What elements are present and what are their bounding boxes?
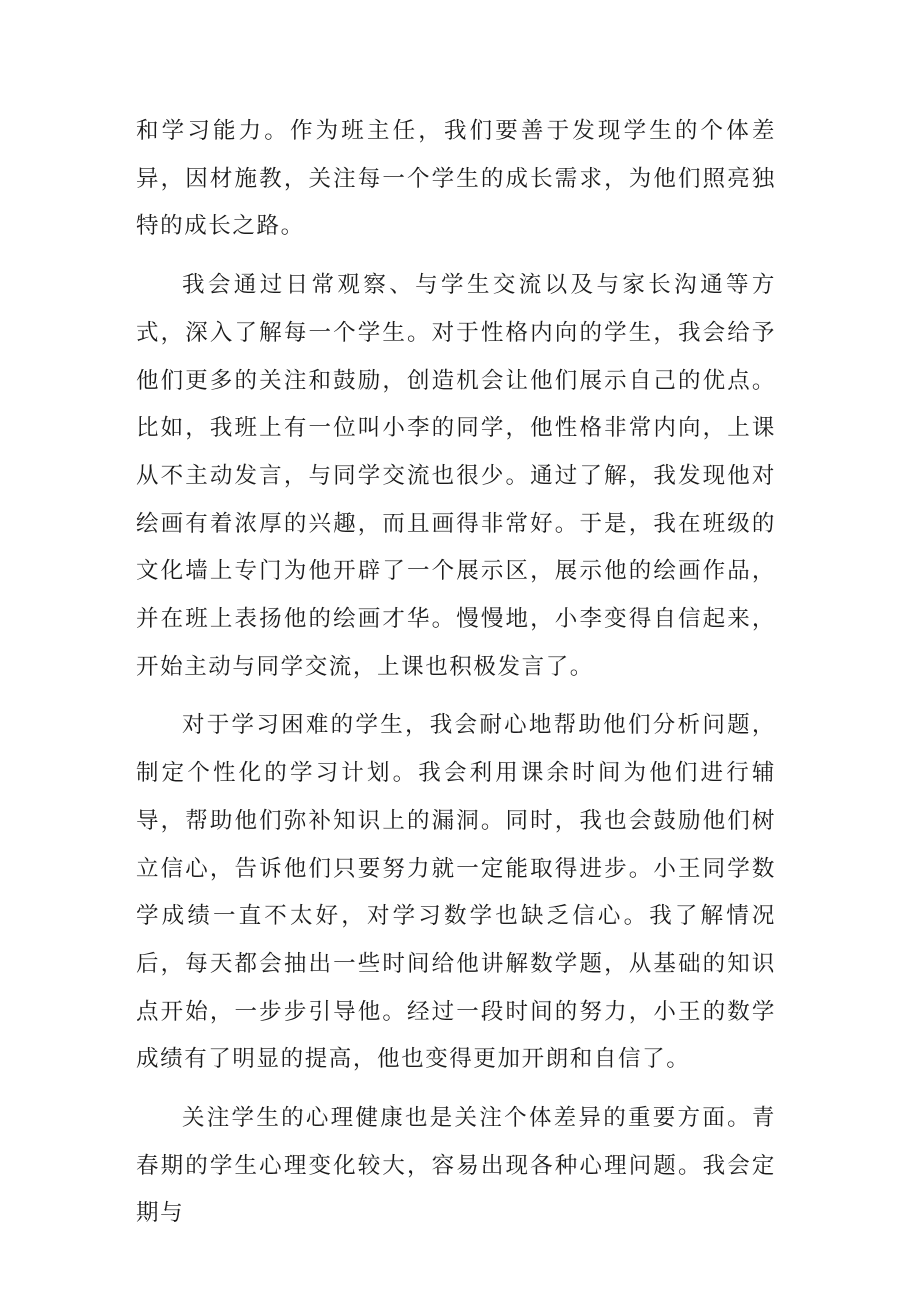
paragraph-2: 我会通过日常观察、与学生交流以及与家长沟通等方式，深入了解每一个学生。对于性格内向的学生，我会给予他们更多的关注和鼓励，创造机会让他们展示自己的优点。比如，我班上有一位叫小李的同学，他性格非常内向，上课从不主动发言，与同学交流也很少。通过了解，我发现他对绘画有着浓厚的兴趣，而且画得非常好。于是，我在班级的文化墙上专门为他开辟了一个展示区，展示他的绘画作品，并在班上表扬他的绘画才华。慢慢地，小李变得自信起来，开始主动与同学交流，上课也积极发言了。 [136, 272, 776, 680]
paragraph-1: 和学习能力。作为班主任，我们要善于发现学生的个体差异，因材施教，关注每一个学生的成长需求，为他们照亮独特的成长之路。 [136, 118, 776, 240]
paragraph-3: 对于学习困难的学生，我会耐心地帮助他们分析问题，制定个性化的学习计划。我会利用课余时间为他们进行辅导，帮助他们弥补知识上的漏洞。同时，我也会鼓励他们树立信心，告诉他们只要努力就一定能取得进步。小王同学数学成绩一直不太好，对学习数学也缺乏信心。我了解情况后，每天都会抽出一些时间给他讲解数学题，从基础的知识点开始，一步步引导他。经过一段时间的努力，小王的数学成绩有了明显的提高，他也变得更加开朗和自信了。 [136, 712, 776, 1073]
document-page [136, 108, 776, 1238]
paragraph-4: 关注学生的心理健康也是关注个体差异的重要方面。青春期的学生心理变化较大，容易出现各种心理问题。我会定期与 [136, 1105, 776, 1227]
